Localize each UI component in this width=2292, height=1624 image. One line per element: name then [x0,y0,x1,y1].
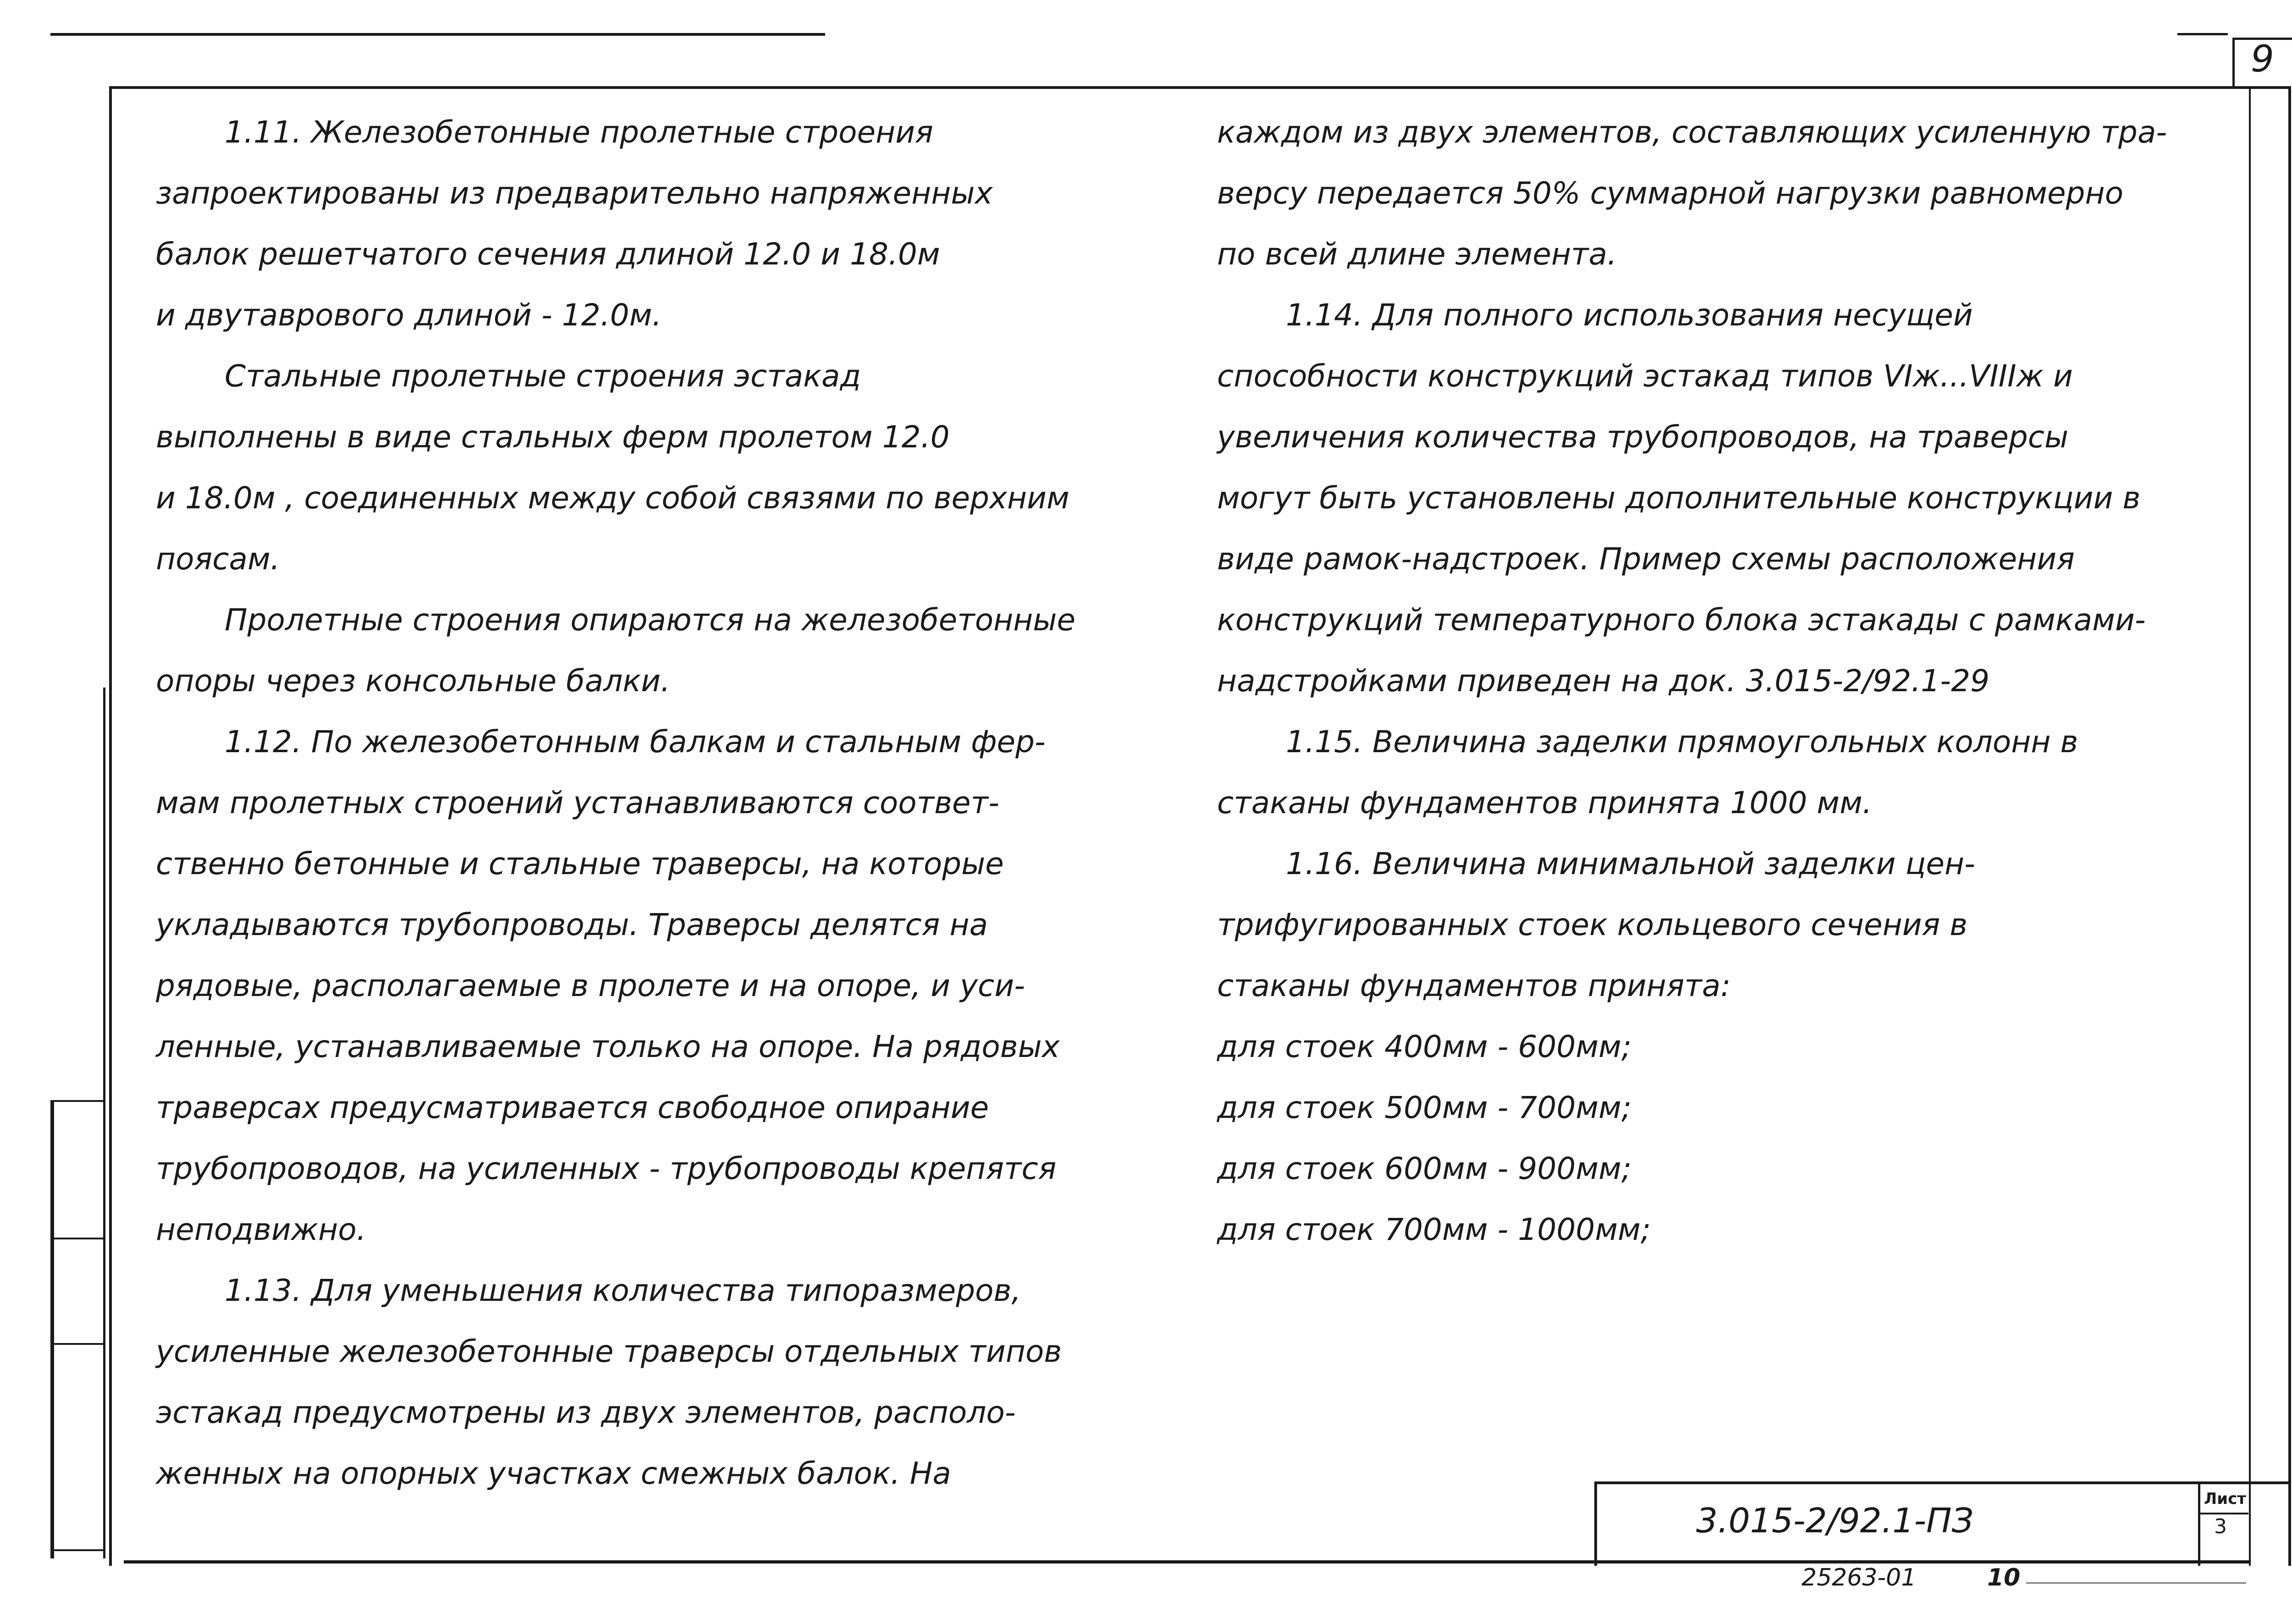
right-line-11: 1.15. Величина заделки прямоугольных колонн в [1286,724,2078,760]
left-line-4: и двутаврового длиной - 12.0м. [156,297,662,333]
top-margin-line [50,33,825,36]
left-line-15: рядовые, располагаемые в пролете и на опоре, и уси- [156,968,1025,1003]
left-line-3: балок решетчатого сечения длиной 12.0 и 18.0м [156,237,940,272]
embedment-depth: - 1000мм; [1497,1212,1651,1247]
sheet-cell-hline [2198,1513,2248,1514]
embedment-depth: - 700мм; [1497,1090,1632,1125]
embedment-row-3 [1217,1138,2167,1199]
frame-right-inner-line [2249,86,2251,1566]
embedment-row-1 [1217,1016,2167,1077]
bottom-frame-line [124,1560,2251,1563]
right-line-12: стаканы фундаментов принята 1000 мм. [1217,785,1872,820]
embedment-diameter: 600мм [1384,1151,1488,1186]
left-line-22: эстакад предусмотрены из двух элементов, располо- [156,1395,1016,1430]
binding-stamp-tick-2 [50,1238,105,1239]
right-line-4: 1.14. Для полного использования несущей [1286,297,1973,333]
left-line-16: ленные, устанавливаемые только на опоре. На рядовых [156,1029,1060,1064]
right-line-7: могут быть установлены дополнительные конструкции в [1217,480,2141,516]
right-line-10: надстройками приведен на док. 3.015-2/92.1-29 [1217,663,1990,699]
left-line-5: Стальные пролетные строения эстакад [225,358,861,394]
left-line-8: поясам. [156,541,280,577]
binding-stamp-tick-3 [50,1343,105,1345]
left-line-12: мам пролетных строений устанавливаются соответ- [156,785,999,820]
left-line-7: и 18.0м , соединенных между собой связями по верхним [156,480,1069,516]
left-line-20: 1.13. Для уменьшения количества типоразмеров, [225,1273,1021,1308]
left-line-14: укладываются трубопроводы. Траверсы делятся на [156,907,988,942]
left-line-2: запроектированы из предварительно напряженных [156,176,993,211]
right-line-14: трифугированных стоек кольцевого сечения в [1217,907,1968,942]
sheet-number: 3 [2214,1515,2227,1538]
archive-number: 25263-01 [1802,1564,1917,1591]
top-right-tick [2177,33,2228,35]
binding-stamp-tick-1 [50,1100,105,1102]
left-line-19: неподвижно. [156,1212,366,1247]
embedment-diameter: 500мм [1384,1090,1488,1125]
embedment-diameter: 700мм [1384,1212,1488,1247]
right-line-9: конструкций температурного блока эстакады с рамками- [1217,602,2146,638]
embedment-row-2 [1217,1077,2167,1138]
embedment-depth: - 600мм; [1497,1029,1632,1064]
left-line-13: ственно бетонные и стальные траверсы, на которые [156,846,1004,881]
embedment-row-4 [1217,1199,2167,1260]
right-line-15: стаканы фундаментов принята: [1217,968,1731,1003]
left-line-17: траверсах предусматривается свободное опирание [156,1090,989,1125]
binding-stamp-bar [50,1100,54,1558]
right-line-8: виде рамок-надстроек. Пример схемы расположения [1217,541,2075,577]
left-text-column [156,102,1075,1504]
archive-dash-line [2026,1582,2246,1584]
right-line-6: увеличения количества трубопроводов, на траверсы [1217,419,2069,455]
left-line-9: Пролетные строения опираются на железобетонные [225,602,1076,638]
archive-page: 10 [1987,1564,2021,1591]
binding-stamp-tick-4 [50,1549,105,1551]
left-line-11: 1.12. По железобетонным балкам и стальным фер- [225,724,1046,760]
sheet-cell-divider [2198,1481,2200,1566]
embedment-label: для стоек [1217,1212,1375,1247]
sheet-label: Лист [2204,1490,2246,1508]
embedment-label: для стоек [1217,1090,1375,1125]
document-code: 3.015-2/92.1-ПЗ [1696,1501,1974,1541]
embedment-depth: - 900мм; [1497,1151,1632,1186]
embedment-label: для стоек [1217,1151,1375,1186]
right-line-2: версу передается 50% суммарной нагрузки равномерно [1217,176,2124,211]
right-line-1: каждом из двух элементов, составляющих усиленную тра- [1217,115,2167,150]
left-line-6: выполнены в виде стальных ферм пролетом 12.0 [156,419,950,455]
left-line-1: 1.11. Железобетонные пролетные строения [225,115,933,150]
binding-margin-line [103,688,105,1558]
right-text-column [1217,102,2167,1260]
embedment-diameter: 400мм [1384,1029,1488,1064]
right-line-3: по всей длине элемента. [1217,237,1617,272]
embedment-label: для стоек [1217,1029,1375,1064]
right-line-5: способности конструкций эстакад типов VIж...VIIIж и [1217,358,2073,394]
left-line-10: опоры через консольные балки. [156,663,671,699]
right-line-13: 1.16. Величина минимальной заделки цен- [1286,846,1975,881]
left-line-21: усиленные железобетонные траверсы отдельных типов [156,1334,1062,1369]
left-line-18: трубопроводов, на усиленных - трубопроводы крепятся [156,1151,1057,1186]
page-number: 9 [2251,38,2274,80]
left-line-23: женных на опорных участках смежных балок. На [156,1456,951,1491]
